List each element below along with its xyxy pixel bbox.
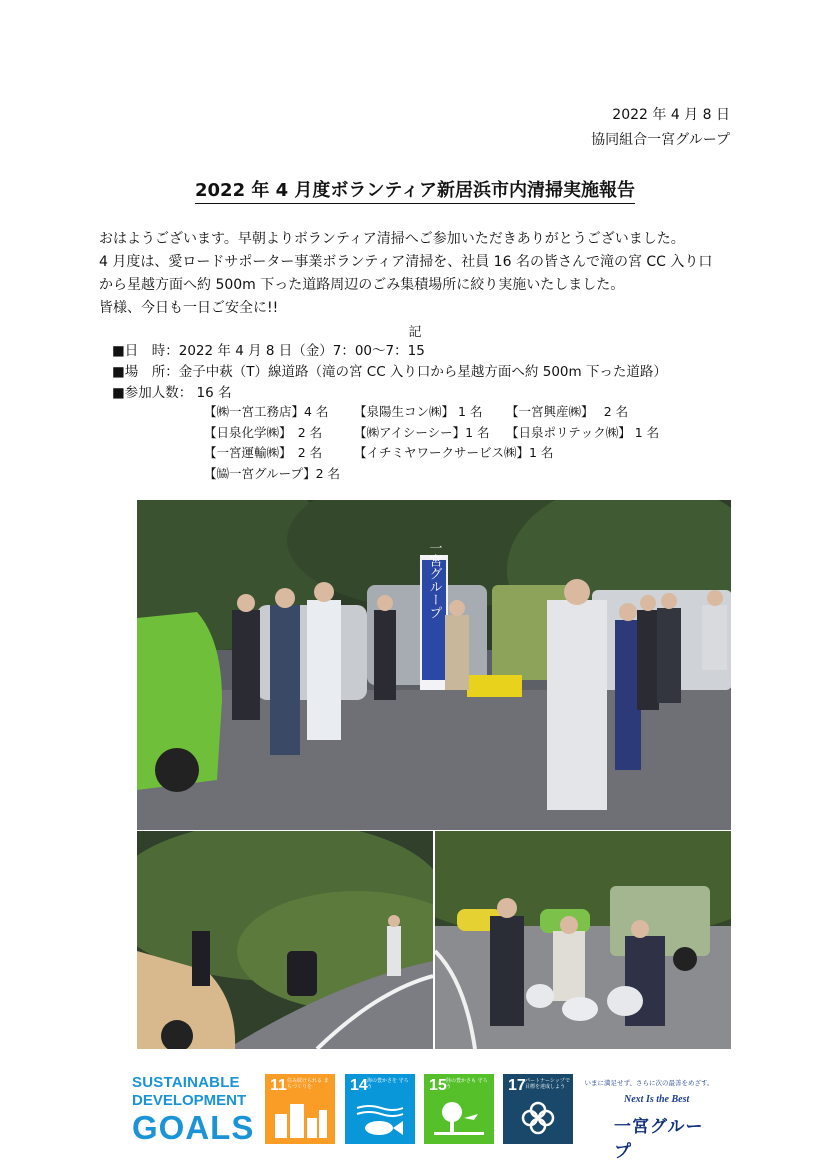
- organization-name: 協同組合一宮グループ: [591, 132, 730, 148]
- sdg-goal-11-tile: [265, 1074, 335, 1144]
- participant-entry: 【日泉ポリテック㈱】 1 名: [506, 424, 660, 440]
- detail-place: ■場 所：金子中萩（T）線道路（滝の宮 CC 入り口から星越方面へ約 500m 下った道路）: [112, 364, 667, 380]
- sdg-line: DEVELOPMENT: [132, 1092, 247, 1109]
- participants-list: [204, 402, 659, 484]
- detail-datetime: ■日 時：2022 年 4 月 8 日（金）7：00～7：15: [112, 343, 425, 359]
- participant-row: [204, 443, 659, 464]
- participant-entry: 【㈿一宮グループ】2 名: [204, 465, 341, 481]
- sdg-goal-15-tile: [424, 1074, 494, 1144]
- event-details: [112, 341, 667, 404]
- goal-number: 17: [508, 1077, 526, 1094]
- participant-entry: 【一宮運輸㈱】 2 名: [204, 445, 323, 460]
- report-date: 2022 年 4 月 8 日: [612, 107, 730, 123]
- photo-roadside-cleanup: [137, 831, 433, 1049]
- header-block: [591, 103, 730, 153]
- participant-row: [204, 402, 659, 423]
- participant-row: [204, 423, 659, 444]
- goal-text: 住み続けられる まちづくりを: [287, 1078, 329, 1090]
- goal-text: パートナーシップで 目標を達成しよう: [525, 1078, 570, 1090]
- sdg-line: SUSTAINABLE: [132, 1074, 240, 1091]
- goal-number: 15: [429, 1077, 447, 1094]
- participant-entry: 【日泉化学㈱】 2 名: [204, 424, 323, 440]
- goal-number: 11: [270, 1077, 287, 1094]
- goal-number: 14: [350, 1077, 368, 1094]
- participant-entry: 【㈱一宮工務店】4 名: [204, 404, 329, 419]
- banner-text: 一宮グループ: [426, 541, 442, 619]
- participant-entry: 【イチミヤワークサービス㈱】1 名: [354, 445, 554, 460]
- intro-line: 4 月度は、愛ロードサポーター事業ボランティア清掃を、社員 16 名の皆さんで滝の宮 CC 入り口: [99, 254, 713, 270]
- sdg-goal-17-tile: [503, 1074, 573, 1144]
- participant-entry: 【泉陽生コン㈱】 1 名: [354, 404, 483, 419]
- ki-heading: 記: [408, 325, 422, 340]
- brand-tagline: Next Is the Best: [624, 1094, 690, 1105]
- brand-slogan: いまに満足せず、さらに次の最善をめざす。: [584, 1079, 714, 1087]
- goal-text: 海の豊かさを 守ろう: [367, 1078, 409, 1090]
- intro-line: 皆様、今日も一日ご安全に!!: [99, 300, 279, 316]
- sdg-goal-14-tile: [345, 1074, 415, 1144]
- sdg-line: GOALS: [132, 1109, 255, 1146]
- page-title: 2022 年 4 月度ボランティア新居浜市内清掃実施報告: [0, 176, 830, 202]
- goal-text: 陸の豊かさも 守ろう: [446, 1078, 488, 1090]
- brand-name: 一宮グループ: [614, 1117, 704, 1162]
- intro-text: [99, 228, 739, 320]
- detail-count: ■参加人数： 16 名: [112, 385, 232, 401]
- main-photo-group-meeting: [137, 500, 731, 830]
- intro-line: おはようございます。早朝よりボランティア清掃へご参加いただきありがとうございました。: [99, 231, 685, 247]
- participant-entry: 【一宮興産㈱】 2 名: [506, 404, 629, 419]
- intro-line: から星越方面へ約 500m 下った道路周辺のごみ集積場所に絞り実施いたしました。: [99, 277, 625, 293]
- company-brand-logo: [584, 1076, 714, 1162]
- photo-trash-collection: [435, 831, 731, 1049]
- participant-entry: 【㈱アイシーシー】1 名: [354, 424, 490, 440]
- participant-row: [204, 464, 659, 485]
- sdg-logo: [132, 1074, 260, 1146]
